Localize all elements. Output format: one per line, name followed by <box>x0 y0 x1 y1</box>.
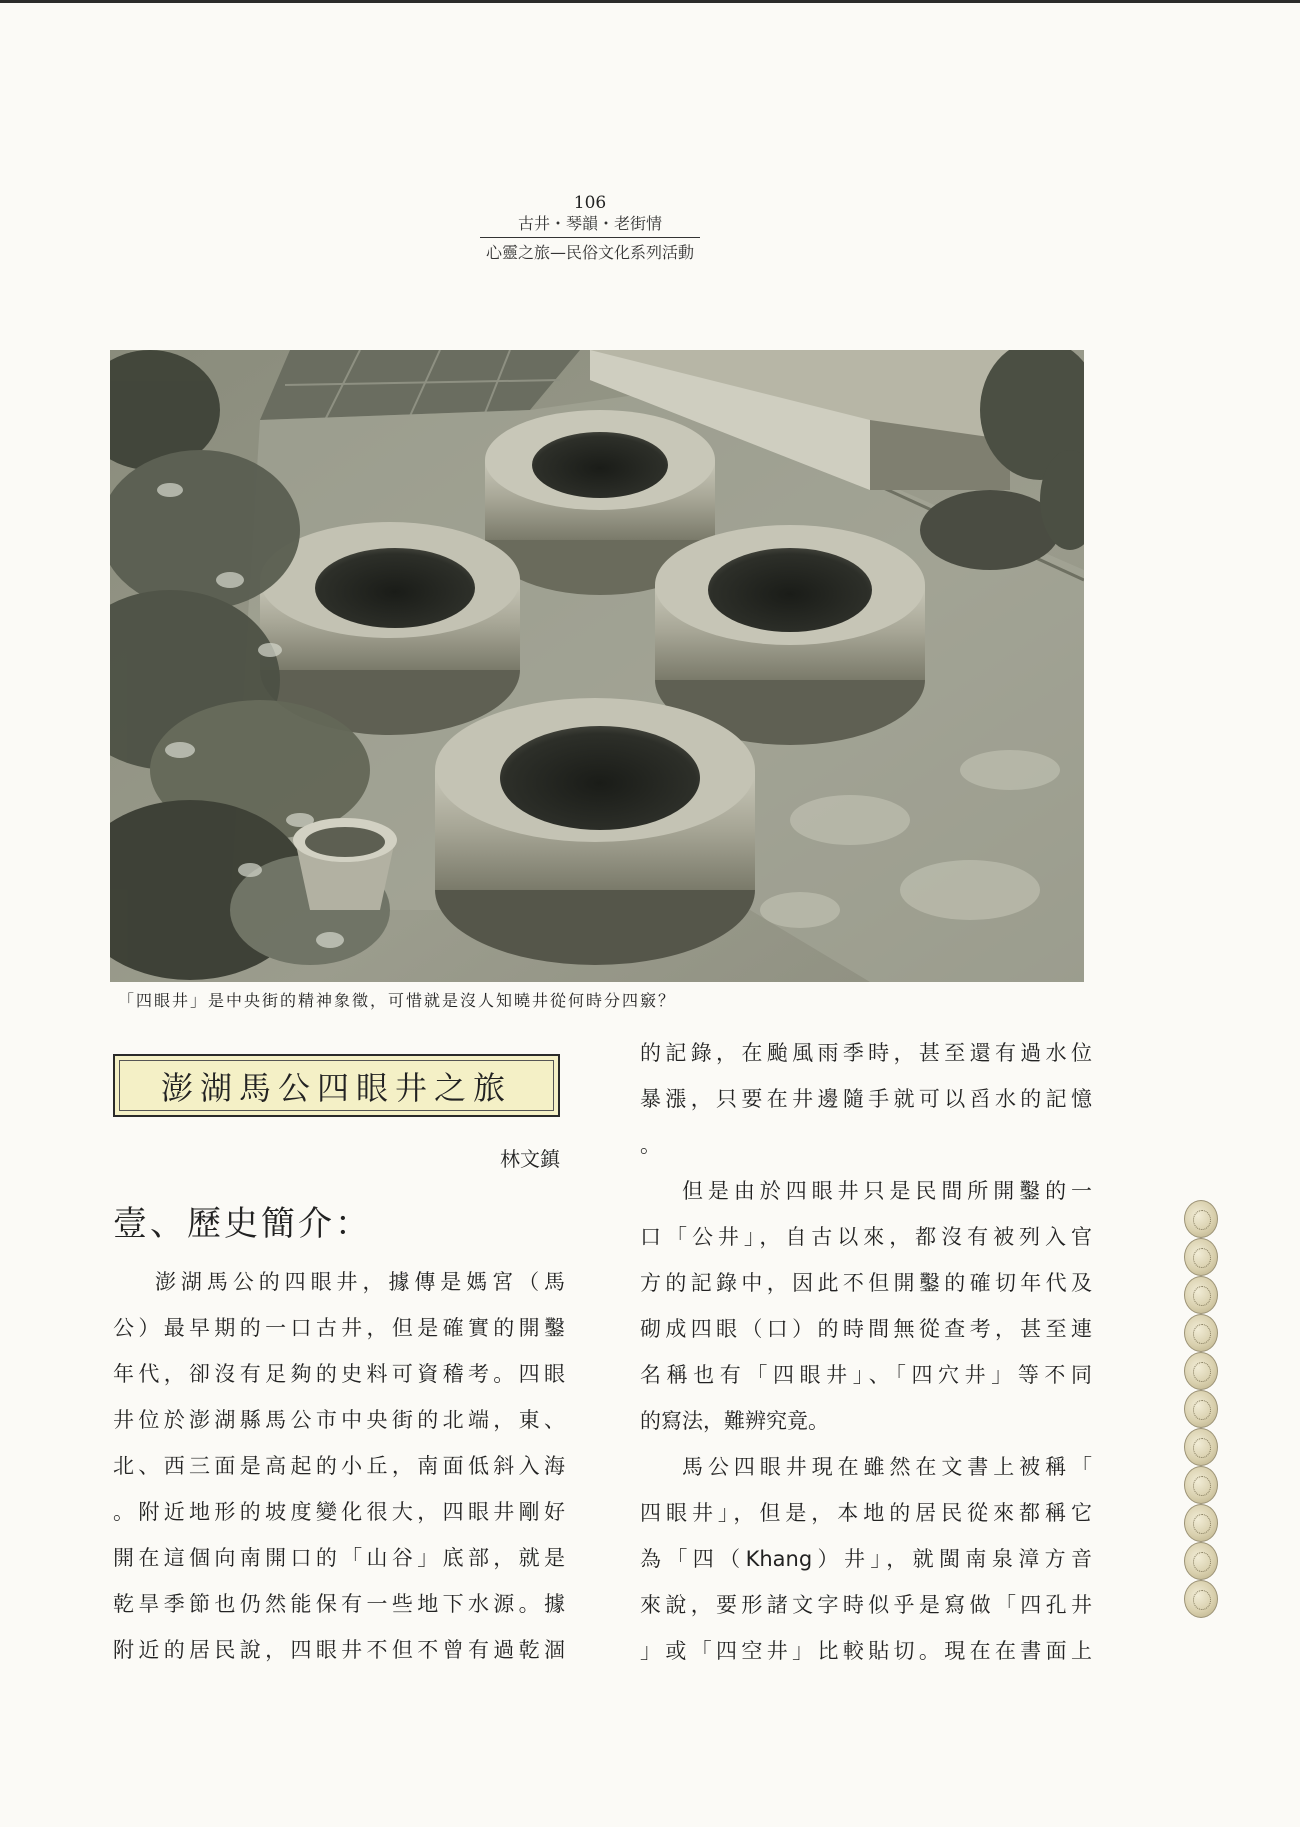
text-line: 馬公四眼井現在雖然在文書上被稱「 <box>682 1455 1092 1479</box>
text-line: 的記錄，在颱風雨季時，甚至還有過水位 <box>640 1041 1092 1065</box>
section-heading: 壹、歷史簡介： <box>113 1204 372 1244</box>
margin-ornament-chain <box>1182 1200 1220 1618</box>
text-column-right <box>640 1030 1092 1674</box>
text-line: 暴漲，只要在井邊隨手就可以舀水的記憶 <box>640 1087 1092 1111</box>
text-line: 為「四（Khang）井」，就閩南泉漳方音 <box>640 1547 1092 1571</box>
ornament-bead <box>1184 1352 1218 1390</box>
text-line: 砌成四眼（口）的時間無從查考，甚至連 <box>640 1317 1092 1341</box>
text-line: 井位於澎湖縣馬公市中央街的北端，東、 <box>113 1408 565 1432</box>
text-line: 名稱也有「四眼井」、「四穴井」等不同 <box>640 1363 1092 1387</box>
four-well-photo <box>110 350 1084 982</box>
text-line: 乾旱季節也仍然能保有一些地下水源。據 <box>113 1592 565 1616</box>
text-line: 開在這個向南開口的「山谷」底部，就是 <box>113 1546 565 1570</box>
text-line: 公）最早期的一口古井，但是確實的開鑿 <box>113 1316 565 1340</box>
well-left <box>260 522 520 735</box>
four-well-photo-illustration <box>110 350 1084 982</box>
ornament-bead <box>1184 1542 1218 1580</box>
well-front <box>435 698 755 965</box>
ornament-bead <box>1184 1314 1218 1352</box>
ornament-bead <box>1184 1276 1218 1314</box>
text-line: 四眼井」，但是，本地的居民從來都稱它 <box>640 1501 1092 1525</box>
text-line: 但是由於四眼井只是民間所開鑿的一 <box>682 1179 1092 1203</box>
text-line: 口「公井」，自古以來，都沒有被列入官 <box>640 1225 1092 1249</box>
text-line: 的寫法，難辨究竟。 <box>640 1409 829 1433</box>
ornament-bead <box>1184 1466 1218 1504</box>
ornament-bead <box>1184 1504 1218 1542</box>
text-line: 年代，卻沒有足夠的史料可資稽考。四眼 <box>113 1362 565 1386</box>
ornament-bead <box>1184 1580 1218 1618</box>
text-line: 北、西三面是高起的小丘，南面低斜入海 <box>113 1454 565 1478</box>
text-line: 方的記錄中，因此不但開鑿的確切年代及 <box>640 1271 1092 1295</box>
text-line: 」或「四空井」比較貼切。現在在書面上 <box>640 1639 1092 1663</box>
photo-caption: 「四眼井」是中央街的精神象徵，可惜就是沒人知曉井從何時分四竅？ <box>118 991 677 1010</box>
ornament-bead <box>1184 1200 1218 1238</box>
text-line: 澎湖馬公的四眼井，據傳是媽宮（馬 <box>155 1270 565 1294</box>
series-title: 古井・琴韻・老街情 <box>517 214 662 233</box>
article-title: 澎湖馬公四眼井之旅 <box>160 1068 512 1107</box>
text-line: 。 <box>640 1133 661 1157</box>
article-author: 林文鎮 <box>500 1147 560 1171</box>
header-divider <box>480 237 700 238</box>
text-line: 附近的居民說，四眼井不但不曾有過乾涸 <box>113 1638 565 1662</box>
ornament-bead <box>1184 1238 1218 1276</box>
flower-pot <box>293 818 397 910</box>
running-header <box>470 193 710 264</box>
ornament-bead <box>1184 1428 1218 1466</box>
well-right <box>655 525 925 745</box>
ornament-bead <box>1184 1390 1218 1428</box>
article-title-inner-frame <box>119 1060 554 1111</box>
article-title-box <box>113 1054 560 1117</box>
event-title: 心靈之旅—民俗文化系列活動 <box>485 243 694 262</box>
text-line: 。附近地形的坡度變化很大，四眼井剛好 <box>113 1500 565 1524</box>
page-number: 106 <box>573 193 607 213</box>
text-column-left <box>113 1259 565 1673</box>
text-line: 來說，要形諸文字時似乎是寫做「四孔井 <box>640 1593 1092 1617</box>
page-top-rule <box>0 0 1300 3</box>
